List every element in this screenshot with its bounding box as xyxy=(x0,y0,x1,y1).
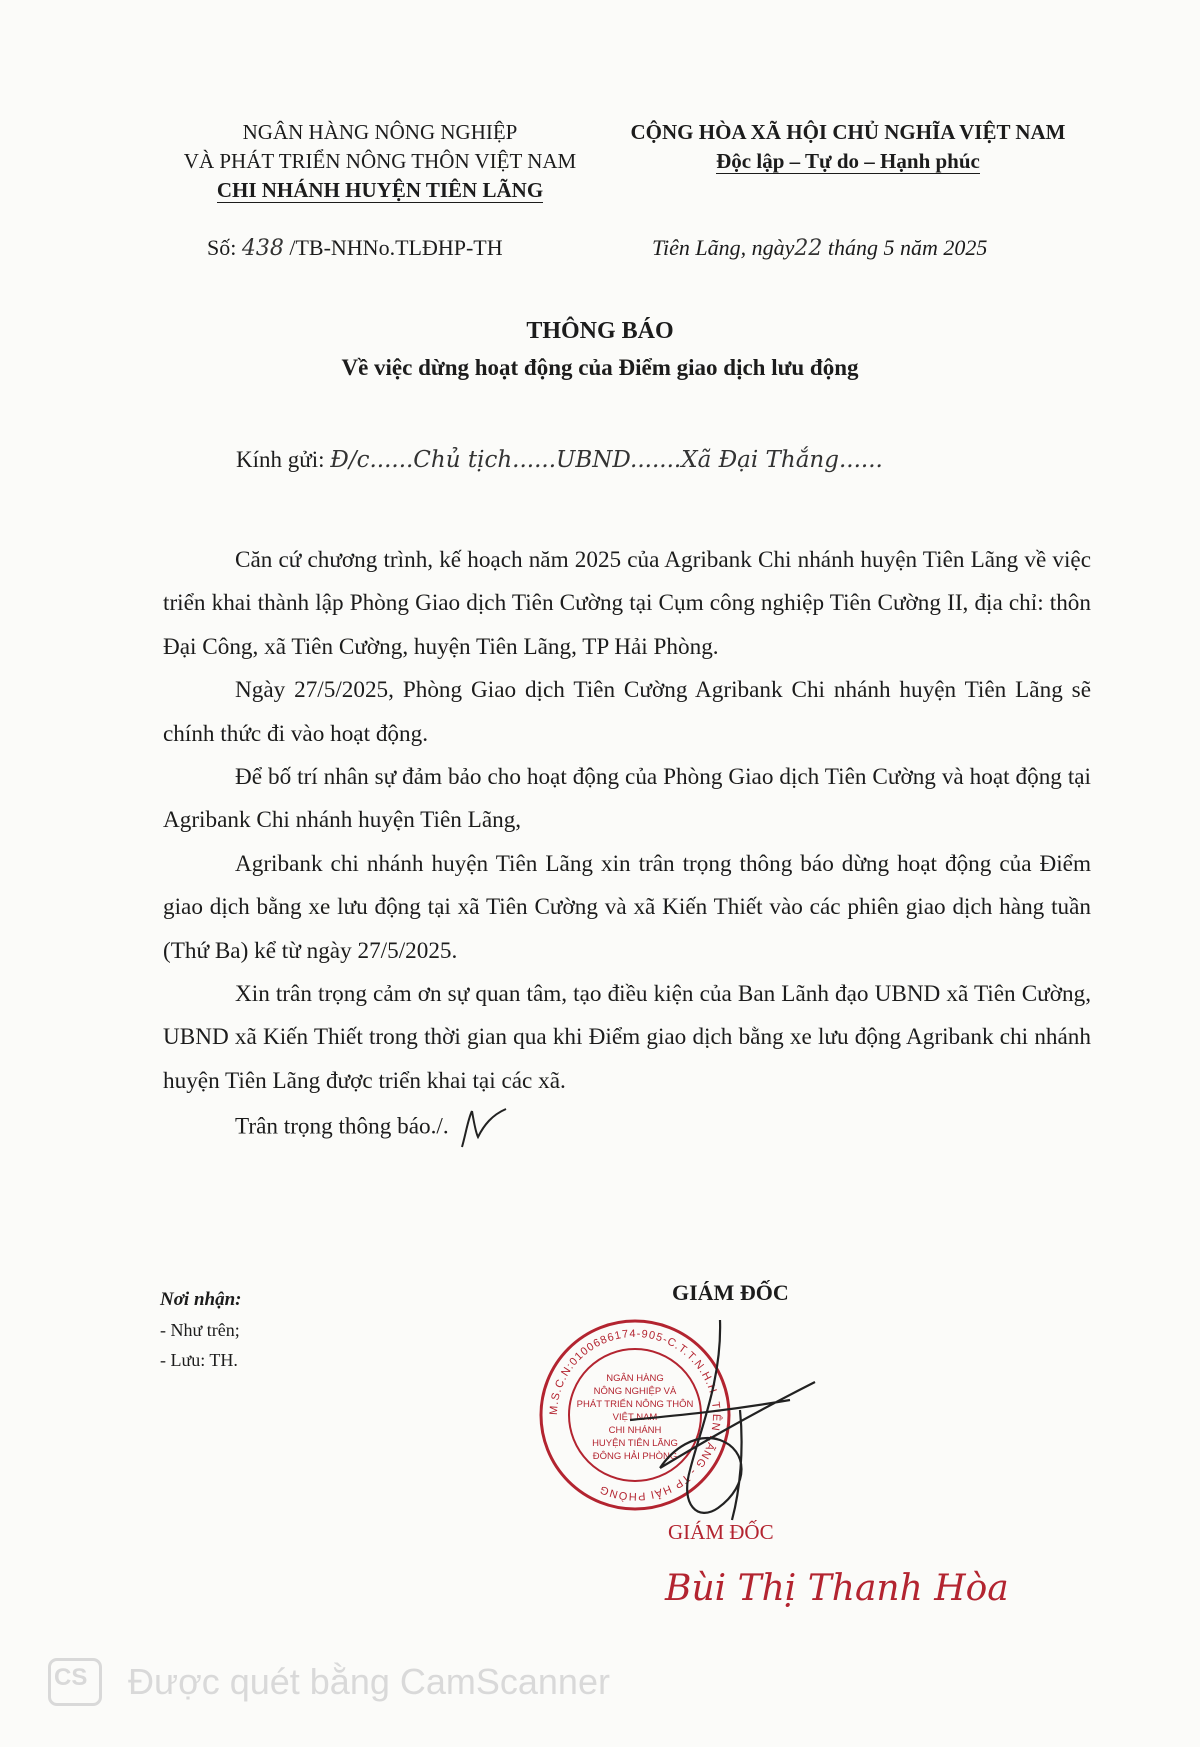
document-date: Tiên Lãng, ngày22 tháng 5 năm 2025 xyxy=(652,235,988,261)
issuer-line-3: CHI NHÁNH HUYỆN TIÊN LÃNG xyxy=(216,178,544,202)
initial-mark xyxy=(454,1103,514,1153)
handwritten-recipient: Đ/c......Chủ tịch......UBND.......Xã Đại Thắng...... xyxy=(330,447,883,473)
watermark-text: Được quét bằng CamScanner xyxy=(128,1661,610,1702)
camscanner-logo: CS xyxy=(48,1658,102,1706)
document-title: THÔNG BÁO xyxy=(526,318,674,344)
paragraph: Agribank chi nhánh huyện Tiên Lãng xin trân trọng thông báo dừng hoạt động của Điểm giao dịch bằng xe lưu động tại xã Tiên Cường và xã Kiến Thiết vào các phiên giao dịch hàng tuần (Thứ Ba) kể từ ngày 27/5/2025. xyxy=(163,850,1091,964)
handwritten-number: 438 xyxy=(241,236,284,261)
recipient-line: Kính gửi: Đ/c......Chủ tịch......UBND.......Xã Đại Thắng...... xyxy=(236,447,883,473)
paragraph: Ngày 27/5/2025, Phòng Giao dịch Tiên Cường Agribank Chi nhánh huyện Tiên Lãng sẽ chính thức đi vào hoạt động. xyxy=(163,677,1091,747)
stamp-inner-line: HUYỆN TIÊN LÃNG xyxy=(592,1438,678,1449)
paragraph: Để bố trí nhân sự đảm bảo cho hoạt động của Phòng Giao dịch Tiên Cường và hoạt động tại Agribank Chi nhánh huyện Tiên Lãng, xyxy=(163,764,1091,834)
national-motto: Độc lập – Tự do – Hạnh phúc xyxy=(716,149,980,173)
paragraph: Căn cứ chương trình, kế hoạch năm 2025 của Agribank Chi nhánh huyện Tiên Lãng về việc triển khai thành lập Phòng Giao dịch Tiên Cường tại Cụm công nghiệp Tiên Cường II, địa chỉ: thôn Đại Công, xã Tiên Cường, huyện Tiên Lãng, TP Hải Phòng. xyxy=(163,547,1091,660)
issuer-header xyxy=(150,118,610,205)
document-number: Số: 438 /TB-NHNo.TLĐHP-TH xyxy=(207,235,503,261)
stamp-inner-line: CHI NHÁNH xyxy=(608,1425,662,1436)
issuer-line-2: VÀ PHÁT TRIỂN NÔNG THÔN VIỆT NAM xyxy=(183,149,577,173)
handwritten-signature xyxy=(600,1300,830,1530)
paragraph: Xin trân trọng cảm ơn sự quan tâm, tạo điều kiện của Ban Lãnh đạo UBND xã Tiên Cường, UBND xã Kiến Thiết trong thời gian qua khi Điểm giao dịch bằng xe lưu động Agribank chi nhánh huyện Tiên Lãng được triển khai tại các xã. xyxy=(163,981,1091,1094)
stamp-inner-line: PHÁT TRIỂN NÔNG THÔN xyxy=(576,1399,694,1410)
recipient-item: - Như trên; xyxy=(160,1320,240,1340)
document-subtitle: Về việc dừng hoạt động của Điểm giao dịch lưu động xyxy=(341,355,859,380)
national-title: CỘNG HÒA XÃ HỘI CHỦ NGHĨA VIỆT NAM xyxy=(630,120,1066,144)
signature-title: GIÁM ĐỐC xyxy=(672,1280,789,1305)
stamp-position: GIÁM ĐỐC xyxy=(668,1520,774,1544)
stamp-signer-name: Bùi Thị Thanh Hòa xyxy=(665,1568,1009,1609)
stamp-ring-text: M.S.C.N:0100686174-905-C.T.T.N.H.H. TIÊN LÃNG - TP HẢI PHÒNG xyxy=(547,1327,723,1503)
closing-line: Trân trọng thông báo./. xyxy=(163,1103,1091,1153)
handwritten-day: 22 xyxy=(794,236,823,261)
stamp-inner-line: ĐÔNG HẢI PHÒNG xyxy=(592,1451,678,1462)
recipients-heading: Nơi nhận: xyxy=(160,1289,242,1310)
document-body xyxy=(163,539,1091,1153)
recipient-item: - Lưu: TH. xyxy=(160,1350,238,1370)
recipients-block xyxy=(160,1285,241,1375)
stamp-inner-line: NGÂN HÀNG xyxy=(606,1373,664,1384)
issuer-line-1: NGÂN HÀNG NÔNG NGHIỆP xyxy=(242,120,518,144)
stamp-inner-line: NÔNG NGHIỆP VÀ xyxy=(593,1386,677,1397)
scanner-watermark xyxy=(48,1658,610,1706)
national-header xyxy=(598,118,1098,176)
stamp-inner-line: VIỆT NAM xyxy=(612,1412,658,1423)
